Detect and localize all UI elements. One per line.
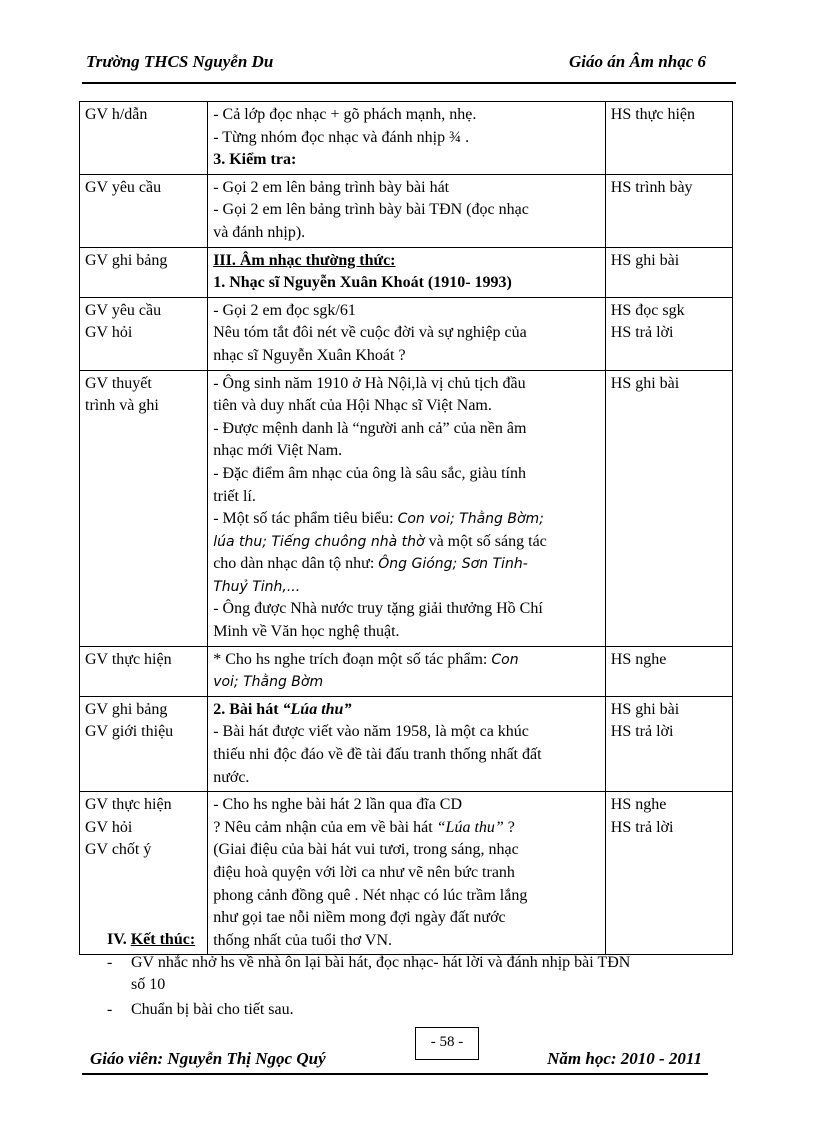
- content-line: điệu hoà quyện với lời ca như vẽ nên bức tranh: [213, 864, 515, 881]
- ending-title: Kết thúc:: [130, 931, 196, 948]
- teacher-activity: GV thuyết: [85, 374, 152, 392]
- content-line: [213, 649, 599, 672]
- works-title: Con: [491, 651, 519, 668]
- section-heading: 3. Kiểm tra:: [213, 151, 297, 169]
- works-title: Con voi; Thằng Bờm;: [397, 511, 544, 528]
- teacher-activity: trình và ghi: [85, 397, 159, 415]
- content-line: Nêu tóm tắt đôi nét về cuộc đời và sự nghiệp của: [213, 324, 527, 342]
- content-line: nhạc sĩ Nguyễn Xuân Khoát ?: [213, 346, 406, 364]
- ending-number: IV.: [107, 931, 131, 948]
- school-year: Năm học: 2010 - 2011: [547, 1049, 702, 1068]
- content-line: như gọi tae nỗi niềm mong đợi ngày đất nước: [213, 909, 506, 927]
- content-line: - Từng nhóm đọc nhạc và đánh nhịp ¾ .: [213, 128, 470, 146]
- works-text: cho dàn nhạc dân tộ như:: [213, 555, 379, 573]
- works-title: Thuỷ Tinh,...: [213, 578, 301, 595]
- teacher-activity: GV ghi bảng: [85, 700, 168, 718]
- content-line: tiên và duy nhất của Hội Nhạc sĩ Việt Nam.: [213, 397, 492, 415]
- table-row: [80, 174, 733, 247]
- works-text: và một số sáng tác: [424, 532, 547, 550]
- table-row: [80, 370, 733, 646]
- works-line: [213, 576, 599, 599]
- teacher-activity: GV thực hiện: [85, 650, 172, 668]
- table-row: [80, 646, 733, 696]
- content-line: - Bài hát được viết vào năm 1958, là một ca khúc: [213, 723, 529, 741]
- content-line: Minh về Văn học nghệ thuật.: [213, 623, 400, 641]
- teacher-activity: GV yêu cầu: [85, 178, 162, 196]
- subject-title: Giáo án Âm nhạc 6: [569, 52, 706, 71]
- section-heading: III. Âm nhạc thường thức:: [213, 251, 396, 269]
- student-activity: HS ghi bài: [610, 374, 680, 392]
- teacher-activity: GV thực hiện: [85, 796, 172, 814]
- question-line: [213, 817, 599, 840]
- page-number: - 58 -: [415, 1027, 479, 1060]
- lesson-table: [79, 101, 733, 955]
- ending-section: [80, 929, 730, 1021]
- student-activity: HS nghe: [610, 796, 667, 814]
- content-line: [213, 671, 599, 694]
- content-line: (Giai điệu của bài hát vui tươi, trong sáng, nhạc: [213, 841, 519, 859]
- student-activity: HS trả lời: [610, 818, 674, 836]
- student-activity: HS thực hiện: [610, 106, 695, 123]
- student-activity: HS đọc sgk: [610, 301, 685, 319]
- content-line: - Gọi 2 em lên bảng trình bày bài TĐN (đọc nhạc: [213, 201, 529, 219]
- song-title: “Lúa thu”: [436, 818, 504, 836]
- teacher-activity: GV hỏi: [85, 324, 133, 342]
- question-text: ? Nêu cảm nhận của em về bài hát: [213, 818, 437, 836]
- content-text: * Cho hs nghe trích đoạn một số tác phẩm:: [213, 650, 492, 668]
- page-footer: [82, 1047, 708, 1075]
- content-line: nhạc mới Việt Nam.: [213, 442, 343, 460]
- content-line: thống nhất của tuổi thơ VN.: [213, 931, 392, 949]
- content-line: thiếu nhi độc đáo về đề tài đấu tranh thống nhất đất: [213, 746, 542, 764]
- teacher-activity: GV hỏi: [85, 818, 133, 836]
- teacher-activity: GV giới thiệu: [85, 723, 174, 741]
- content-line: - Cho hs nghe bài hát 2 lần qua đĩa CD: [213, 796, 463, 814]
- table-row: [80, 102, 733, 175]
- content-line: nước.: [213, 768, 250, 786]
- heading-text: 2. Bài hát: [213, 700, 283, 718]
- content-line: - Gọi 2 em lên bảng trình bày bài hát: [213, 178, 450, 196]
- list-item-text: Chuẩn bị bài cho tiết sau.: [131, 1000, 294, 1018]
- student-activity: HS nghe: [610, 650, 667, 668]
- teacher-activity: GV ghi bảng: [85, 251, 168, 269]
- subsection-heading: [213, 699, 599, 722]
- works-title: Ông Gióng; Sơn Tinh-: [378, 556, 528, 573]
- works-title: lúa thu; Tiếng chuông nhà thờ: [213, 533, 425, 550]
- content-line: - Đặc điểm âm nhạc của ông là sâu sắc, giàu tính: [213, 464, 526, 482]
- table-row: [80, 247, 733, 297]
- ending-heading: [107, 929, 730, 952]
- student-activity: HS trả lời: [610, 324, 674, 342]
- student-activity: HS trả lời: [610, 723, 674, 741]
- works-line: [213, 553, 599, 576]
- list-item: - GV nhắc nhở hs về nhà ôn lại bài hát, đọc nhạc- hát lời và đánh nhịp bài TĐN: [107, 953, 631, 971]
- student-activity: HS trình bày: [610, 178, 693, 196]
- list-item: [80, 974, 730, 997]
- school-name: Trường THCS Nguyễn Du: [86, 52, 274, 71]
- table-row: [80, 297, 733, 370]
- teacher-activity: GV chốt ý: [85, 841, 152, 859]
- content-line: - Ông được Nhà nước truy tặng giải thưởng Hồ Chí: [213, 600, 543, 618]
- student-activity: HS ghi bài: [610, 700, 680, 718]
- list-item-text: số 10: [131, 976, 166, 994]
- list-item: - Chuẩn bị bài cho tiết sau.: [107, 1000, 294, 1018]
- teacher-activity: GV h/dẫn: [85, 106, 148, 123]
- works-intro: - Một số tác phẩm tiêu biểu:: [213, 510, 398, 528]
- content-line: phong cảnh đồng quê . Nét nhạc có lúc trầm lắng: [213, 886, 528, 904]
- student-activity: HS ghi bài: [610, 251, 680, 269]
- teacher-activity: GV yêu cầu: [85, 301, 162, 319]
- content-line: - Được mệnh danh là “người anh cả” của nền âm: [213, 419, 527, 437]
- content-line: - Gọi 2 em đọc sgk/61: [213, 301, 356, 319]
- song-title: “Lúa thu”: [282, 700, 352, 718]
- content-line: - Ông sinh năm 1910 ở Hà Nội,là vị chủ tịch đầu: [213, 374, 526, 392]
- question-text: ?: [503, 818, 515, 836]
- list-item-text: GV nhắc nhở hs về nhà ôn lại bài hát, đọc nhạc- hát lời và đánh nhịp bài TĐN: [131, 953, 631, 971]
- content-line: và đánh nhịp).: [213, 223, 306, 241]
- works-title: voi; Thằng Bờm: [213, 674, 324, 691]
- content-line: - Cả lớp đọc nhạc + gõ phách mạnh, nhẹ.: [213, 106, 477, 123]
- table-row: [80, 696, 733, 791]
- works-line: [213, 531, 599, 554]
- subsection-heading: 1. Nhạc sĩ Nguyễn Xuân Khoát (1910- 1993): [213, 274, 512, 292]
- works-line: [213, 508, 599, 531]
- teacher-name: Giáo viên: Nguyễn Thị Ngọc Quý: [90, 1049, 326, 1068]
- content-line: triết lí.: [213, 487, 256, 505]
- page-header: [82, 50, 736, 84]
